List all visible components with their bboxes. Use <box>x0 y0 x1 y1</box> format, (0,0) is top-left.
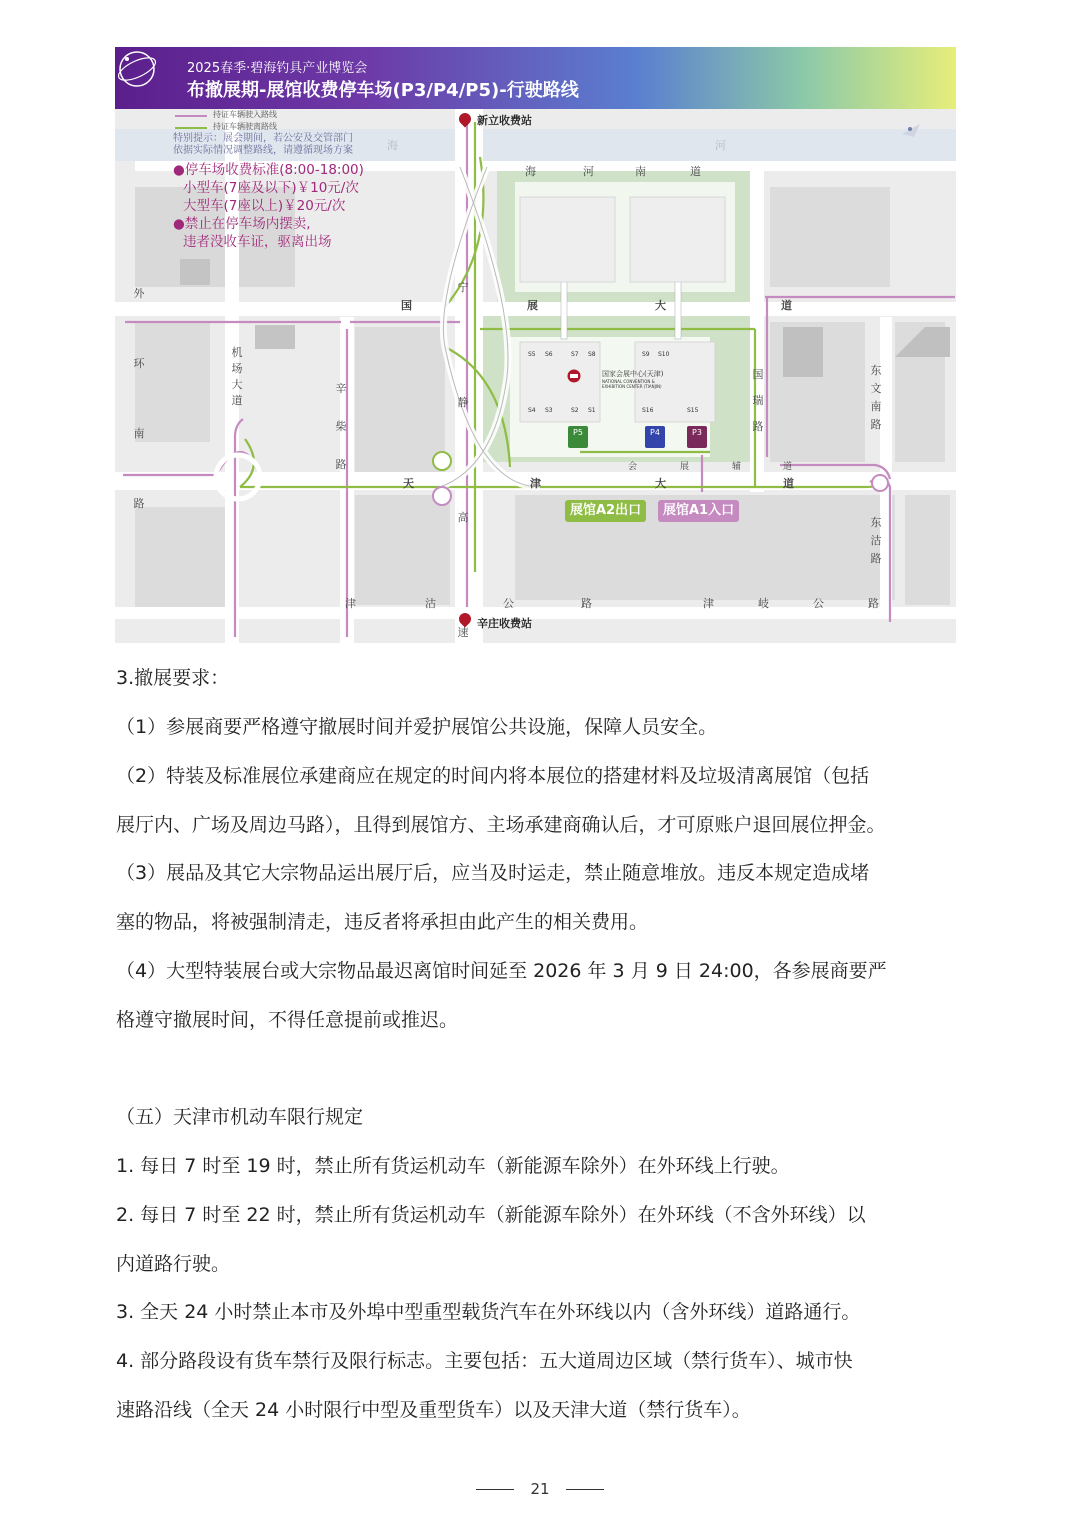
map-tip <box>173 133 353 157</box>
parking-label: P5 <box>573 428 583 437</box>
road-label: 道 <box>783 477 794 490</box>
road-label-wai-huan-nan-lu: 外环南路 <box>133 287 145 510</box>
road-label: 岐 <box>758 597 769 610</box>
venue-label <box>602 369 663 389</box>
hall-label: S6 <box>545 351 553 358</box>
legend-out <box>175 121 277 133</box>
out-route-swatch <box>175 127 207 129</box>
paragraph-line: （2）特装及标准展位承建商应在规定的时间内将本展位的搭建材料及垃圾清离展馆（包括 <box>116 765 870 787</box>
road-label: 河 <box>715 139 726 152</box>
section-title: 3.撤展要求： <box>116 667 230 689</box>
expo-logo-icon <box>115 47 159 91</box>
road-label: 会 <box>628 462 638 472</box>
road-label: 道 <box>690 165 701 178</box>
venue-name: 国家会展中心(天津) <box>602 370 664 378</box>
hall-label: S8 <box>588 351 596 358</box>
road-label: 津 <box>530 477 541 490</box>
road-label: 海 <box>387 139 398 152</box>
road-label: 公 <box>503 597 514 610</box>
road-label: 辅 <box>732 462 742 472</box>
road-label-dongwen-nan-lu: 东文南路 <box>870 364 882 431</box>
parking-label: P4 <box>650 428 660 437</box>
hall-label: S3 <box>545 407 553 414</box>
hall-label: S2 <box>571 407 579 414</box>
rule-line: 2. 每日 7 时至 22 时，禁止所有货运机动车（新能源车除外）在外环线（不含外环线）以 <box>116 1204 866 1226</box>
hall-label: S7 <box>571 351 579 358</box>
road-label-jichang-da-dao: 机场大道 <box>231 346 243 407</box>
road-label: 道 <box>783 462 793 472</box>
in-route-swatch <box>175 115 207 117</box>
map-subtitle: 2025春季·碧海钓具产业博览会 <box>187 61 368 76</box>
road-label-ning-jing-gao-su: 宁静高速 <box>457 281 469 639</box>
road-label: 展 <box>527 299 538 312</box>
rule-line: ●停车场收费标准(8:00-18:00) <box>173 162 364 178</box>
exit-tag: 展馆A2出口 <box>565 500 646 522</box>
road-label: 路 <box>581 597 592 610</box>
legend-in-label: 持证车辆驶入路线 <box>213 110 277 119</box>
hall-label: S4 <box>528 407 536 414</box>
legend-in <box>175 109 277 121</box>
entry-tag: 展馆A1入口 <box>658 500 739 522</box>
section5-title: （五）天津市机动车限行规定 <box>116 1106 364 1128</box>
hall-label: S10 <box>658 351 670 358</box>
road-label: 南 <box>635 165 646 178</box>
venue-name-en: NATIONAL CONVENTION & EXHIBITION CENTER (TIANJIN) <box>602 379 662 389</box>
road-label: 国 <box>401 299 412 312</box>
parking-badge-p3 <box>687 426 707 448</box>
north-toll-station: 新立收费站 <box>477 114 532 127</box>
rule-line: 大型车(7座以上)￥20元/次 <box>183 198 346 214</box>
rule-line: ●禁止在停车场内摆卖, <box>173 216 311 232</box>
paragraph-line: 塞的物品，将被强制清走，违反者将承担由此产生的相关费用。 <box>116 911 649 933</box>
map-title: 布撤展期-展馆收费停车场(P3/P4/P5)-行驶路线 <box>187 80 579 101</box>
rule-line: 速路沿线（全天 24 小时限行中型及重型货车）以及天津大道（禁行货车）。 <box>116 1399 751 1421</box>
rule-line: 1. 每日 7 时至 19 时，禁止所有货运机动车（新能源车除外）在外环线上行驶。 <box>116 1155 790 1177</box>
parking-rules <box>173 161 364 251</box>
legend-out-label: 持证车辆驶离路线 <box>213 122 277 131</box>
road-label: 沽 <box>425 597 436 610</box>
rule-line: 内道路行驶。 <box>116 1253 231 1275</box>
footer-divider <box>476 1489 514 1490</box>
paragraph-line: （3）展品及其它大宗物品运出展厅后，应当及时运走，禁止随意堆放。违反本规定造成堵 <box>116 862 870 884</box>
paragraph-line: 格遵守撤展时间，不得任意提前或推迟。 <box>116 1009 459 1031</box>
paragraph-line: 展厅内、广场及周边马路），且得到展馆方、主场承建商确认后，才可原账户退回展位押金。 <box>116 814 886 836</box>
paragraph-line: （4）大型特装展台或大宗物品最迟离馆时间延至 2026 年 3 月 9 日 24:00，各参展商要严 <box>116 960 887 982</box>
parking-label: P3 <box>692 428 702 437</box>
road-label: 大 <box>655 477 666 490</box>
route-map <box>115 47 956 643</box>
road-label: 河 <box>583 165 594 178</box>
hall-label: S16 <box>642 407 654 414</box>
road-label-xin-chai-lu: 辛柴路 <box>335 382 347 471</box>
road-label: 海 <box>525 165 536 178</box>
hall-label: S5 <box>528 351 536 358</box>
road-label-donggu-lu: 东沽路 <box>870 516 882 565</box>
road-label-guo-rui-lu: 国瑞路 <box>752 368 764 433</box>
road-label: 津 <box>345 597 356 610</box>
road-label: 公 <box>813 597 824 610</box>
parking-badge-p4 <box>645 426 665 448</box>
hall-label: S1 <box>588 407 596 414</box>
rule-line: 违者没收车证，驱离出场 <box>183 234 332 250</box>
rule-line: 3. 全天 24 小时禁止本市及外埠中型重型载货汽车在外环线以内（含外环线）道路通行。 <box>116 1301 861 1323</box>
hall-label: S9 <box>642 351 650 358</box>
road-label: 路 <box>868 597 879 610</box>
hall-label: S15 <box>687 407 699 414</box>
road-label: 大 <box>655 299 666 312</box>
footer-divider <box>566 1489 604 1490</box>
map-banner <box>115 47 956 109</box>
venue-logo-icon <box>567 369 581 383</box>
parking-badge-p5 <box>568 426 588 448</box>
paragraph-line: （1）参展商要严格遵守撤展时间并爱护展馆公共设施，保障人员安全。 <box>116 716 718 738</box>
road-label: 津 <box>703 597 714 610</box>
rule-line: 小型车(7座及以下)￥10元/次 <box>183 180 359 196</box>
tip-line: 依据实际情况调整路线，请遵循现场方案 <box>173 145 353 156</box>
road-label: 道 <box>781 299 792 312</box>
map-legend <box>175 109 277 133</box>
tip-line: 特别提示：展会期间，若公安及交管部门 <box>173 133 353 144</box>
page-number: 21 <box>530 1480 550 1498</box>
south-toll-station: 辛庄收费站 <box>477 617 532 630</box>
road-label: 展 <box>680 462 690 472</box>
road-label: 天 <box>403 477 414 490</box>
page-footer <box>0 1480 1080 1498</box>
rule-line: 4. 部分路段设有货车禁行及限行标志。主要包括：五大道周边区域（禁行货车）、城市快 <box>116 1350 853 1372</box>
